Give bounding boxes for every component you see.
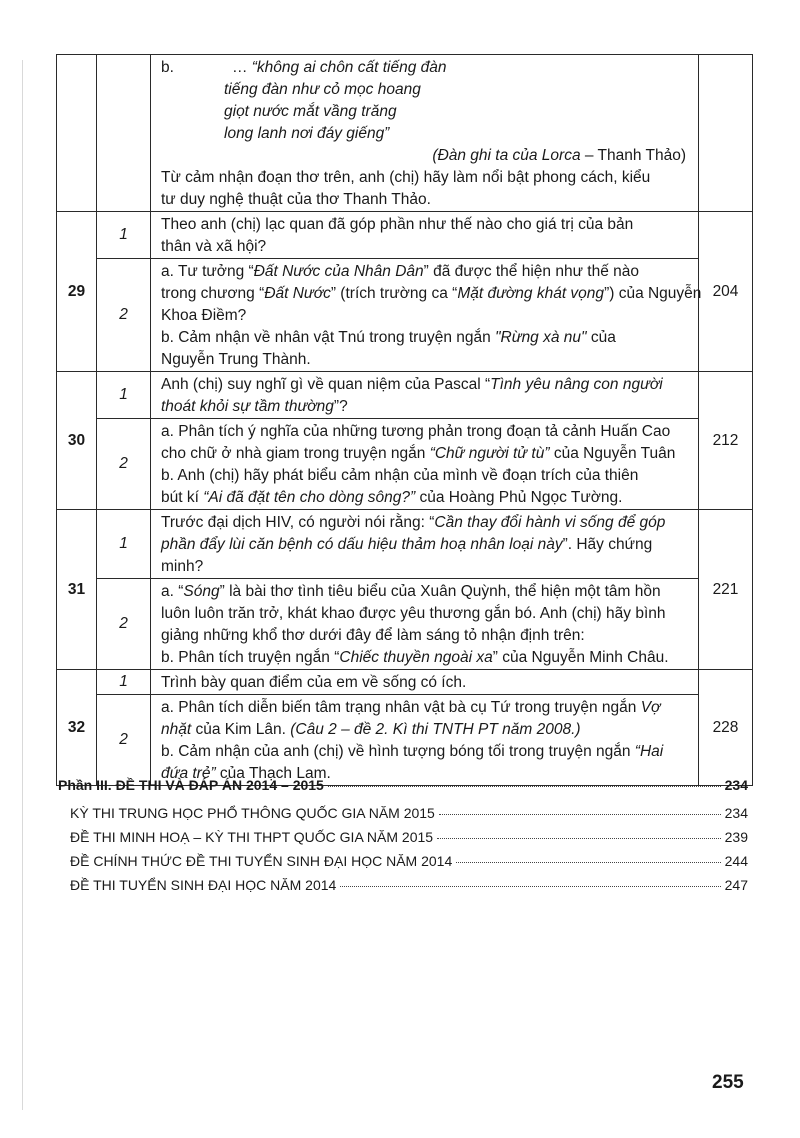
- toc-entry[interactable]: ĐỀ CHÍNH THỨC ĐỀ THI TUYỂN SINH ĐẠI HỌC NĂM 2014 244: [70, 853, 748, 869]
- table-row: [57, 372, 753, 419]
- question-number: 1: [97, 510, 151, 579]
- leader-dots: [328, 786, 721, 787]
- page-ref: 212: [699, 372, 753, 510]
- question-cell: a. “Sóng” là bài thơ tình tiêu biểu của Xuân Quỳnh, thể hiện một tâm hồn luôn luôn trăn trở, khát khao được yêu thương gắn bó. Anh (chị) hãy bình giảng những khổ thơ dưới đây để làm sáng tỏ nhận định trên: b. Phân tích truyện ngắn “Chiếc thuyền ngoài xa” của Nguyễn Minh Châu.: [151, 579, 699, 670]
- page-ref: 221: [699, 510, 753, 670]
- test-number: 31: [57, 510, 97, 670]
- question-cell: Theo anh (chị) lạc quan đã góp phần như thế nào cho giá trị của bản thân và xã hội?: [151, 212, 699, 259]
- leader-dots: [439, 814, 721, 815]
- contents-table: [56, 54, 753, 786]
- question-number: 2: [97, 259, 151, 372]
- table-row: [57, 212, 753, 259]
- toc-entry-section[interactable]: Phần III. ĐỀ THI VÀ ĐÁP ÁN 2014 – 2015 234: [58, 777, 748, 793]
- toc-entry[interactable]: ĐỀ THI MINH HOẠ – KỲ THI THPT QUỐC GIA NĂM 2015 239: [70, 829, 748, 845]
- leader-dots: [456, 862, 720, 863]
- question-cell: Anh (chị) suy nghĩ gì về quan niệm của Pascal “Tình yêu nâng con người thoát khỏi sự tầm thường”?: [151, 372, 699, 419]
- poem-source: (Đàn ghi ta của Lorca – Thanh Thảo): [432, 147, 686, 164]
- question-cell: a. Phân tích ý nghĩa của những tương phản trong đoạn tả cảnh Huấn Cao cho chữ ở nhà giam trong truyện ngắn “Chữ người tử tù” của Nguyễn Tuân b. Anh (chị) hãy phát biểu cảm nhận của mình về đoạn trích của thiên bút kí “Ai đã đặt tên cho dòng sông?” của Hoàng Phủ Ngọc Tường.: [151, 419, 699, 510]
- question-number: 2: [97, 695, 151, 786]
- table-row: [57, 670, 753, 695]
- page-number: 255: [712, 1072, 744, 1093]
- table-row: [57, 259, 753, 372]
- question-cell: a. Phân tích diễn biến tâm trạng nhân vật bà cụ Tứ trong truyện ngắn Vợ nhặt của Kim Lân. (Câu 2 – đề 2. Kì thi TNTH PT năm 2008.) b. Cảm nhận của anh (chị) về hình tượng bóng tối trong truyện ngắn “Hai đứa trẻ” của Thạch Lam.: [151, 695, 699, 786]
- poem-line: giọt nước mắt vầng trăng: [224, 103, 397, 120]
- test-number: 30: [57, 372, 97, 510]
- table-row: [57, 579, 753, 670]
- question-number: 1: [97, 372, 151, 419]
- page-left-rule: [22, 60, 23, 1110]
- question-number: 2: [97, 579, 151, 670]
- toc-entry[interactable]: ĐỀ THI TUYỂN SINH ĐẠI HỌC NĂM 2014 247: [70, 877, 748, 893]
- test-number: 32: [57, 670, 97, 786]
- toc-entry[interactable]: KỲ THI TRUNG HỌC PHỔ THÔNG QUỐC GIA NĂM 2015 234: [70, 805, 748, 821]
- test-number: 29: [57, 212, 97, 372]
- question-cell: Trình bày quan điểm của em về sống có ích.: [151, 670, 699, 695]
- question-number: 1: [97, 212, 151, 259]
- page-ref: 228: [699, 670, 753, 786]
- question-cell: b. … “không ai chôn cất tiếng đàn tiếng đàn như cỏ mọc hoang giọt nước mắt vầng trăng long lanh nơi đáy giếng” (Đàn ghi ta của Lorca – Thanh Thảo) Từ cảm nhận đoạn thơ trên, anh (chị) hãy làm nổi bật phong cách, kiểu tư duy nghệ thuật của thơ Thanh Thảo.: [151, 55, 699, 212]
- leader-dots: [340, 886, 720, 887]
- question-cell: a. Tư tưởng “Đất Nước của Nhân Dân” đã được thể hiện như thế nào trong chương “Đất Nước” (trích trường ca “Mặt đường khát vọng”) của Nguyễn Khoa Điềm? b. Cảm nhận về nhân vật Tnú trong truyện ngắn "Rừng xà nu" của Nguyễn Trung Thành.: [151, 259, 699, 372]
- table-row: [57, 55, 753, 212]
- poem-line: tiếng đàn như cỏ mọc hoang: [224, 81, 421, 98]
- poem-line: long lanh nơi đáy giếng”: [224, 125, 390, 142]
- question-cell: Trước đại dịch HIV, có người nói rằng: “Cần thay đổi hành vi sống để góp phần đẩy lùi căn bệnh có dấu hiệu thảm hoạ nhân loại này”. Hãy chứng minh?: [151, 510, 699, 579]
- table-row: [57, 510, 753, 579]
- page-ref: 204: [699, 212, 753, 372]
- table-row: [57, 419, 753, 510]
- leader-dots: [437, 838, 721, 839]
- question-number: 1: [97, 670, 151, 695]
- table-row: [57, 695, 753, 786]
- question-number: 2: [97, 419, 151, 510]
